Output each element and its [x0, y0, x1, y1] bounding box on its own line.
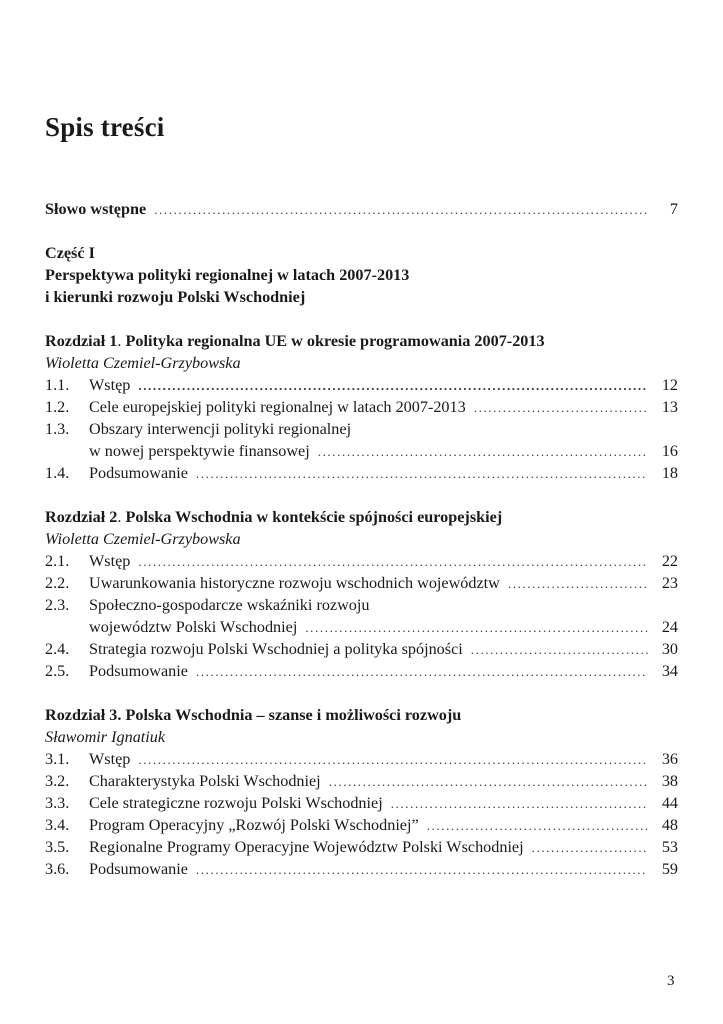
toc-entry-label-continued: w nowej perspektywie finansowej: [89, 442, 310, 460]
dot-leader: [138, 375, 648, 397]
dot-leader: [329, 771, 648, 793]
toc-entry-number: 2.5.: [45, 662, 70, 680]
toc-entry-page: 22: [661, 552, 678, 570]
chapter-1-author: Wioletta Czemiel-Grzybowska: [45, 354, 241, 372]
toc-entry-page: 16: [661, 442, 678, 460]
dot-leader: [508, 573, 648, 595]
toc-entry-1-1[interactable]: [45, 374, 678, 396]
page-number: 3: [667, 973, 675, 989]
dot-leader: [532, 837, 648, 859]
toc-entry-2-5[interactable]: [45, 660, 678, 682]
chapter-title: Polityka regionalna UE w okresie programowania 2007-2013: [125, 332, 545, 350]
toc-entry-number: 3.3.: [45, 794, 70, 812]
chapter-separator: .: [117, 332, 126, 350]
dot-leader: [196, 463, 648, 485]
toc-entry-page: 18: [661, 464, 678, 482]
chapter-prefix: Rozdział 1: [45, 332, 118, 350]
toc-entry-label: Charakterystyka Polski Wschodniej: [89, 772, 321, 790]
toc-entry-label: Obszary interwencji polityki regionalnej: [89, 420, 352, 438]
chapter-2-heading[interactable]: [45, 506, 678, 528]
dot-leader: [474, 397, 648, 419]
toc-entry-page: 7: [669, 200, 678, 218]
toc-entry-label: Uwarunkowania historyczne rozwoju wschodnich województw: [89, 574, 500, 592]
toc-entry-label: Podsumowanie: [89, 662, 188, 680]
toc-entry-3-1[interactable]: [45, 748, 678, 770]
table-of-contents: [45, 198, 678, 880]
toc-entry-page: 44: [661, 794, 678, 812]
toc-entry-3-6[interactable]: [45, 858, 678, 880]
toc-entry-1-3-line-2[interactable]: [45, 440, 678, 462]
toc-entry-number: 3.4.: [45, 816, 70, 834]
dot-leader: [391, 793, 648, 815]
toc-entry-3-3[interactable]: [45, 792, 678, 814]
spacer: [45, 220, 678, 242]
chapter-separator: .: [117, 508, 126, 526]
toc-entry-2-1[interactable]: [45, 550, 678, 572]
toc-entry-label: Wstęp: [89, 376, 131, 394]
toc-entry-page: 53: [661, 838, 678, 856]
part-heading: Część I: [45, 244, 95, 262]
toc-entry-label: Podsumowanie: [89, 464, 188, 482]
toc-entry-number: 1.3.: [45, 420, 70, 438]
toc-entry-label: Słowo wstępne: [45, 200, 147, 218]
toc-entry-label: Cele europejskiej polityki regionalnej w latach 2007-2013: [89, 398, 466, 416]
toc-entry-number: 3.5.: [45, 838, 70, 856]
toc-entry-page: 30: [661, 640, 678, 658]
toc-entry-2-3-line-1[interactable]: [45, 594, 678, 616]
toc-entry-1-3-line-1[interactable]: [45, 418, 678, 440]
toc-entry-3-5[interactable]: [45, 836, 678, 858]
toc-entry-page: 36: [661, 750, 678, 768]
chapter-separator: .: [117, 706, 126, 724]
dot-leader: [305, 617, 648, 639]
toc-entry-label: Podsumowanie: [89, 860, 188, 878]
toc-entry-1-2[interactable]: [45, 396, 678, 418]
toc-entry-label: Regionalne Programy Operacyjne Województw Polski Wschodniej: [89, 838, 524, 856]
part-title-line-1: Perspektywa polityki regionalnej w latach 2007-2013: [45, 266, 410, 284]
toc-entry-label: Wstęp: [89, 750, 131, 768]
chapter-prefix: Rozdział 2: [45, 508, 118, 526]
toc-entry-number: 2.1.: [45, 552, 70, 570]
dot-leader: [138, 551, 648, 573]
toc-entry-3-4[interactable]: [45, 814, 678, 836]
chapter-3-heading[interactable]: [45, 704, 678, 726]
chapter-1-heading[interactable]: [45, 330, 678, 352]
chapter-2-author: Wioletta Czemiel-Grzybowska: [45, 530, 241, 548]
toc-entry-page: 38: [661, 772, 678, 790]
toc-entry-number: 1.2.: [45, 398, 70, 416]
chapter-3-author: Sławomir Ignatiuk: [45, 728, 166, 746]
toc-entry-number: 3.2.: [45, 772, 70, 790]
toc-entry-page: 24: [661, 618, 678, 636]
toc-entry-page: 34: [661, 662, 678, 680]
dot-leader: [427, 815, 648, 837]
toc-entry-label-continued: województw Polski Wschodniej: [89, 618, 298, 636]
toc-entry-3-2[interactable]: [45, 770, 678, 792]
chapter-title: Polska Wschodnia w kontekście spójności europejskiej: [125, 508, 503, 526]
toc-entry-2-4[interactable]: [45, 638, 678, 660]
spacer: [45, 308, 678, 330]
toc-entry-label: Strategia rozwoju Polski Wschodniej a polityka spójności: [89, 640, 463, 658]
chapter-title: Polska Wschodnia – szanse i możliwości rozwoju: [125, 706, 462, 724]
toc-entry-label: Wstęp: [89, 552, 131, 570]
dot-leader: [196, 859, 648, 881]
dot-leader: [471, 639, 648, 661]
toc-entry-page: 13: [661, 398, 678, 416]
toc-entry-2-3-line-2[interactable]: [45, 616, 678, 638]
dot-leader: [196, 661, 648, 683]
toc-entry-2-2[interactable]: [45, 572, 678, 594]
toc-entry-label: Cele strategiczne rozwoju Polski Wschodniej: [89, 794, 383, 812]
toc-entry-number: 2.3.: [45, 596, 70, 614]
page-title: Spis treści: [45, 112, 165, 142]
part-title-line-2: i kierunki rozwoju Polski Wschodniej: [45, 288, 306, 306]
toc-entry-label: Program Operacyjny „Rozwój Polski Wschodniej”: [89, 816, 419, 834]
toc-entry-page: 48: [661, 816, 678, 834]
toc-entry-label: Społeczno-gospodarcze wskaźniki rozwoju: [89, 596, 370, 614]
spacer: [45, 484, 678, 506]
toc-entry-number: 1.4.: [45, 464, 70, 482]
toc-entry-page: 59: [661, 860, 678, 878]
toc-entry-preface[interactable]: [45, 198, 678, 220]
dot-leader: [138, 749, 648, 771]
chapter-prefix: Rozdział 3: [45, 706, 118, 724]
dot-leader: [318, 441, 648, 463]
toc-entry-number: 1.1.: [45, 376, 70, 394]
dot-leader: [154, 199, 648, 221]
spacer: [45, 682, 678, 704]
toc-entry-page: 23: [661, 574, 678, 592]
toc-entry-number: 3.6.: [45, 860, 70, 878]
toc-entry-number: 3.1.: [45, 750, 70, 768]
toc-entry-1-4[interactable]: [45, 462, 678, 484]
toc-entry-number: 2.2.: [45, 574, 70, 592]
toc-entry-page: 12: [661, 376, 678, 394]
toc-entry-number: 2.4.: [45, 640, 70, 658]
